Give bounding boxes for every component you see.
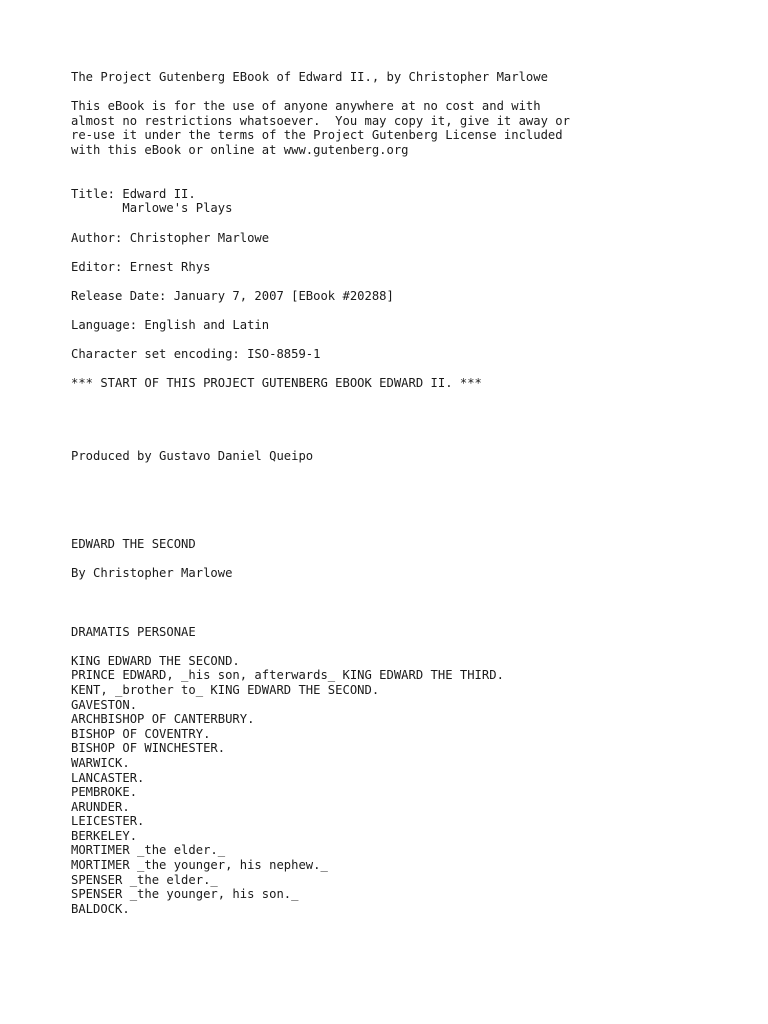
- play-title: EDWARD THE SECOND: [71, 537, 196, 551]
- list-item: WARWICK.: [71, 755, 130, 770]
- start-marker: *** START OF THIS PROJECT GUTENBERG EBOOK EDWARD II. ***: [71, 376, 482, 391]
- editor-field: Editor: Ernest Rhys: [71, 259, 211, 274]
- list-item: PEMBROKE.: [71, 785, 138, 800]
- license-line: with this eBook or online at www.gutenberg.org: [71, 142, 409, 157]
- list-item: LEICESTER.: [71, 814, 145, 829]
- language-field: Language: English and Latin: [71, 318, 270, 333]
- license-line: re-use it under the terms of the Project Gutenberg License included: [71, 128, 563, 143]
- list-item: PRINCE EDWARD, _his son, afterwards_ KING EDWARD THE THIRD.: [71, 668, 504, 683]
- license-line: almost no restrictions whatsoever. You may copy it, give it away or: [71, 113, 570, 128]
- release-date-field: Release Date: January 7, 2007 [EBook #20288]: [71, 288, 394, 303]
- list-item: ARUNDER.: [71, 799, 130, 814]
- list-item: BISHOP OF WINCHESTER.: [71, 741, 226, 756]
- subtitle-field: Marlowe's Plays: [71, 201, 233, 216]
- title-field: Title: Edward II.: [71, 186, 196, 201]
- list-item: LANCASTER.: [71, 770, 145, 785]
- list-item: SPENSER _the elder._: [71, 872, 218, 887]
- ebook-header: The Project Gutenberg EBook of Edward II., by Christopher Marlowe: [71, 70, 548, 84]
- license-notice: [71, 99, 751, 157]
- personae-list: [71, 654, 751, 917]
- play-byline: By Christopher Marlowe: [71, 566, 233, 581]
- list-item: MORTIMER _the younger, his nephew._: [71, 858, 328, 873]
- list-item: GAVESTON.: [71, 697, 138, 712]
- list-item: ARCHBISHOP OF CANTERBURY.: [71, 712, 255, 727]
- license-line: This eBook is for the use of anyone anywhere at no cost and with: [71, 99, 541, 114]
- document-page: [71, 70, 751, 916]
- list-item: BALDOCK.: [71, 901, 130, 916]
- list-item: BISHOP OF COVENTRY.: [71, 726, 211, 741]
- charset-field: Character set encoding: ISO-8859-1: [71, 347, 321, 362]
- personae-heading: DRAMATIS PERSONAE: [71, 624, 196, 639]
- list-item: KING EDWARD THE SECOND.: [71, 653, 240, 668]
- list-item: MORTIMER _the elder._: [71, 843, 226, 858]
- list-item: BERKELEY.: [71, 828, 138, 843]
- list-item: SPENSER _the younger, his son._: [71, 887, 299, 902]
- produced-by: Produced by Gustavo Daniel Queipo: [71, 449, 314, 464]
- author-field: Author: Christopher Marlowe: [71, 230, 270, 245]
- list-item: KENT, _brother to_ KING EDWARD THE SECOND.: [71, 682, 380, 697]
